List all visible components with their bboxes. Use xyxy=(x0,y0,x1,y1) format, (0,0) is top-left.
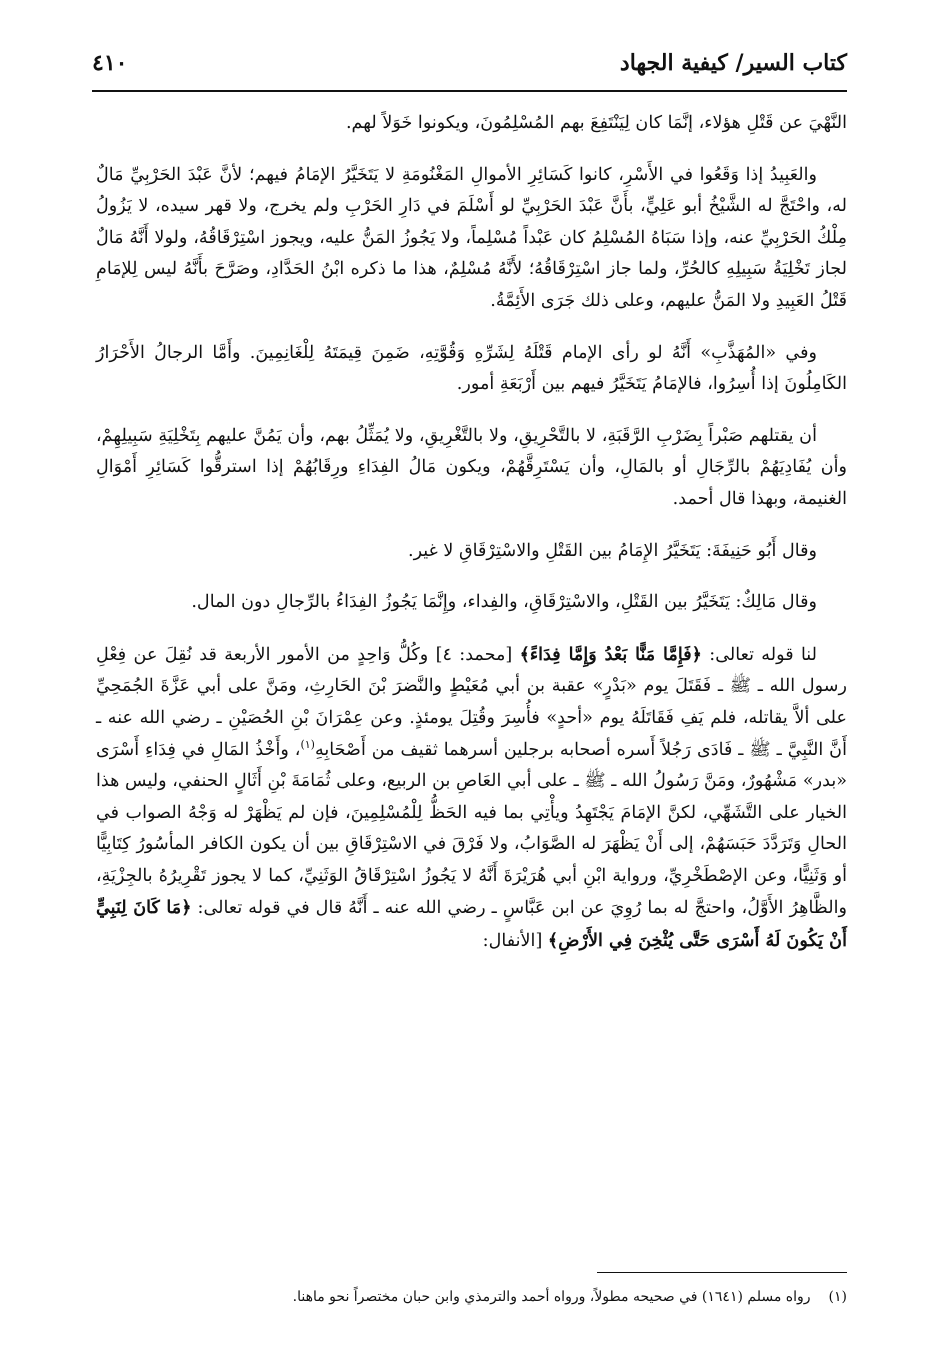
footnote-number: (١) xyxy=(828,1289,847,1305)
paragraph: وقال مَالِكٌ: يَتَخَيَّرُ بين القَتْلِ، والاسْتِرْقَاقِ، والفِداء، وإِنَّمَا يَجُوزُ الفِدَاءُ بالرِّجالِ دون المال. xyxy=(191,592,817,613)
text-run: [محمد: ٤] وكُلُّ وَاحِدٍ من الأمور الأربعة قد نُقِلَ عن فِعْلِ رسول الله ـ ﷺ ـ فَقَتَلَ يوم «بَدْرٍ» عقبة بن أبي مُعَيْطٍ والنَّضرَ بْنَ الحَارِثِ، ومَنَّ على أبي عَزَّةَ الجُمَحِيِّ على ألاَّ يقاتله، فلم يَفِ فَقَاتَلَهُ يوم «أحدٍ» فأُسِرَ وقُتِلَ يومئذٍ. وعن عِمْرَانَ بْنِ الحُصَيْنِ ـ رضي الله عنه ـ أَنَّ النَّبِيَّ ـ ﷺ ـ فَادَى رَجُلاً أَسره أصحابه برجلين أسرهما ثقيف من أَصْحَابِهِ xyxy=(96,644,847,760)
paragraph: أن يقتلهم صَبْراً بِضَرْبِ الرَّقَبَةِ، لا بالتَّحْرِيقِ، ولا بالتَّغْرِيقِ، ولا يُمَثِّلُ بهم، وأن يَمُنَّ عليهم بِتَخْلِيَةِ سَبِيلِهِمْ، وأن يُفَادِيَهُمْ بالرِّجَالِ أو بالمَالِ، وأن يَسْتَرِقَّهُمْ، ويكون مَالُ الفِدَاءِ ورِقَابُهُمْ إذا استرقُّوا كَسَائِرِ أَمْوَالِ الغنيمة، وبهذا قال أحمد. xyxy=(96,425,847,509)
chapter-title: كتاب السير/ كيفية الجهاد xyxy=(619,50,847,76)
running-header xyxy=(92,44,847,88)
text-run: لنا قوله تعالى: xyxy=(701,644,817,665)
footnote-text: رواه مسلم (١٦٤١) في صحيحه مطولاً، ورواه أحمد والترمذي وابن حبان مختصراً نحو ماهنا. xyxy=(292,1289,811,1305)
quran-verse: ﴿فَإِمَّا مَنًّا بَعْدُ وَإِمَّا فِدَاءً﴾ xyxy=(519,643,702,665)
paragraph: النَّهْيَ عن قَتْلِ هؤلاء، إنَّمَا كان لِيَنْتَفِعَ بهم المُسْلِمُونَ، ويكونوا خَوَلاً لهم. xyxy=(345,113,847,133)
paragraph: والعَبِيدُ إذا وَقَعُوا في الأَسْرِ، كانوا كَسَائِرِ الأموالِ المَغْنُومَةِ لا يَتَخَيَّرُ الإمَامُ فيهم؛ لأنَّ عَبْدَ الحَرْبِيِّ مَالٌ له، واحْتَجَّ له الشَّيْخُ أبو عَلِيٍّ، بأَنَّ عَبْدَ الحَرْبِيِّ لو أَسْلَمَ في دَارِ الحَرْبِ ولم يخرج، ولا قهر سيده، لا يَزُولُ مِلْكُ الحَرْبِيِّ عنه، وإذا سَبَاهُ المُسْلِمُ كان عَبْداً مُسْلِماً، ولا يَجُوزُ المَنُّ عليه، ويجوز اسْتِرْقَاقُهُ، ولولا أَنَّهُ مَالٌ لجاز تَخْلِيَةُ سَبِيلِهِ كالحُرِّ، ولما جاز اسْتِرْقَاقُهُ؛ لأَنَّهُ مُسْلِمٌ، هذا ما ذكره ابْنُ الحَدَّادِ، وصَرَّحَ بأَنَّهُ ليس لِلإمَامِ قَتْلُ العَبِيدِ ولا المَنُّ عليهم، وعلى ذلك جَرَى الأَئِمَّةُ. xyxy=(96,164,847,311)
footnote xyxy=(96,1284,847,1310)
main-text xyxy=(96,108,847,978)
text-run: ، وأَخْذُ المَالِ في فِدَاءِ أَسْرَى «بدر» مَشْهُورٌ، ومَنَّ رَسُولُ الله ـ ﷺ ـ على أبي العَاصِ بن الربيع، وعلى ثُمَامَةَ بْنِ أَثَالٍ الحنفي، وليس هذا الخيار على التَّشَهِّي، لكنَّ الإمَامَ يَجْتَهِدُ ويأْتِي بما فيه الحَظُّ لِلْمُسْلِمِينَ، فإن لم يَظْهَرْ له وَجْهُ الصواب في الحالِ وَتَرَدَّدَ حَبَسَهُمْ، إلى أَنْ يَظْهَرَ له الصَّوَابُ، ولا فَرْقَ في الاسْتِرْقَاقِ بين أن يكون الكافر المأسُورُ كِتَابِيًّا أو وَثَنِيًّا، وعن الإصْطَخْرِيِّ، ورواية ابْنِ أبي هُرَيْرَةَ أَنَّهُ لا يَجُوزُ اسْتِرْقَاقُ الوَثَنِيِّ، كما لا يجوز تَقْرِيرُهُ بالجِزْيَةِ، والظَّاهِرُ الأَوَّلُ، واحتجَّ له بما رُوِيَ عن ابن عَبَّاسٍ ـ رضي الله عنه ـ أَنَّهُ قال في قوله تعالى: xyxy=(96,739,847,919)
footnote-rule xyxy=(597,1272,847,1273)
header-rule xyxy=(92,90,847,92)
paragraph: وقال أَبُو حَنِيفَةَ: يَتَخَيَّرُ الإِمَامُ بين القَتْلِ والاسْتِرْقَاقِ لا غير. xyxy=(407,540,817,561)
paragraph: وفي «المُهَذَّبِ» أَنَّهُ لو رأى الإمام قَتْلَهُ لِشَرِّهِ وَقُوَّتِهِ، ضَمِنَ قِيمَتَهُ لِلْغَانِمِينَ. وأَمَّا الرجالُ الأَحْرَارُ الكَامِلُونَ إذا أُسِرُوا، فالإمَامُ يَتَخَيَّرُ فيهم بين أَرْبَعَةِ أمور. xyxy=(96,342,847,395)
paragraph xyxy=(96,639,847,958)
quran-verse: ﴿مَا كَانَ لِنَبِيٍّ أَنْ يَكُونَ لَهُ أَسْرَى حَتَّى يُثْخِنَ فِي الأَرْضِ﴾ xyxy=(96,897,847,952)
footnote-marker[interactable]: (١) xyxy=(300,737,315,751)
text-run: [الأنفال: xyxy=(482,931,548,952)
page-number: ٤١٠ xyxy=(92,50,128,76)
